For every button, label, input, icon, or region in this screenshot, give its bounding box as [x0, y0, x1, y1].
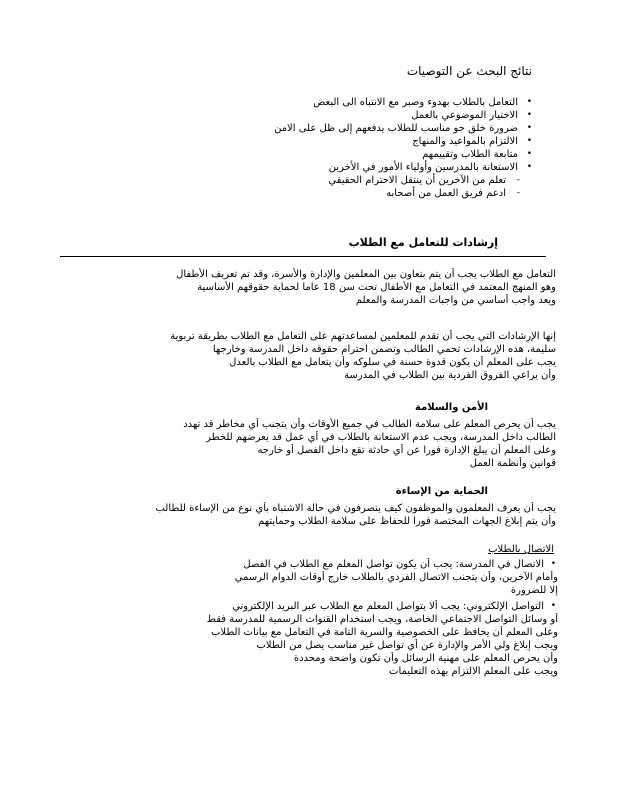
subheading-safety: الأمن والسلامة [415, 402, 488, 413]
text-line: وأن يراعي الفروق الفردية بين الطلاب في المدرسة [344, 370, 556, 381]
text-line: وعلى المعلم أن يحافظ على الخصوصية والسرية التامة في التعامل مع بيانات الطلاب [210, 627, 558, 638]
heading-divider [60, 256, 546, 257]
paragraph-2 [66, 330, 556, 382]
text-line: • الاتصال في المدرسة: يجب أن يكون تواصل المعلم مع الطلاب في الفصل [58, 558, 558, 571]
text-line: يجب على المعلم أن يكون قدوة حسنة في سلوكه وأن يتعامل مع الطلاب بالعدل [229, 357, 556, 368]
main-heading: إرشادات للتعامل مع الطلاب [348, 236, 498, 249]
text-line: وأن يحرص المعلم على مهنية الرسائل وأن تكون واضحة ومحددة [293, 653, 558, 664]
list-item: • الالتزام بالمواعيد والمنهاج [74, 135, 534, 148]
sub-list-item: - ادعم فريق العمل من أصحابه [74, 187, 534, 200]
list-item: • الاختيار الموضوعي بالعمل [74, 109, 534, 122]
text-line: ويعد واجب أساسي من واجبات المدرسة والمعلم [355, 295, 556, 306]
text-line: وهو المنهج المعتمد في التعامل مع الأطفال تحت سن 18 عاما لحماية حقوقهم الأساسية [197, 282, 556, 293]
sub-list-item: - تعلم من الآخرين أن ينتقل الاحترام الحقيقي [74, 174, 534, 187]
text-line: سليمة، هذه الإرشادات تحمي الطالب وتضمن احترام حقوقه داخل المدرسة وخارجها [212, 344, 556, 355]
section-heading: نتائج البحث عن التوصيات [406, 64, 532, 78]
intro-bullet-list [74, 96, 534, 200]
text-line: ويجب على المعلم الالتزام بهذه التعليمات [389, 666, 558, 677]
contact-item-2 [58, 600, 558, 678]
text-line: يجب أن يعرف المعلمون والموظفون كيف يتصرفون في حالة الاشتباه بأي نوع من الإساءة للطالب [155, 503, 556, 514]
text-line: أو وسائل التواصل الاجتماعي الخاصة، ويجب استخدام القنوات الرسمية للمدرسة فقط [206, 614, 558, 625]
list-item: • الاستعانة بالمدرسين وأولياء الأمور في الأخرين [74, 161, 534, 174]
contact-item-1 [58, 558, 558, 597]
list-item: • التعامل بالطلاب بهدوء وصبر مع الانتباه الى البعض [74, 96, 534, 109]
text-line: يجب أن يحرص المعلم على سلامة الطالب في جميع الأوقات وأن يتجنب أي مخاطر قد تهدد [183, 419, 556, 430]
subheading-protection: الحماية من الإساءة [395, 486, 488, 497]
text-line: ويجب إبلاغ ولي الأمر والإدارة عن أي تواصل غير مناسب يصل من الطلاب [256, 640, 558, 651]
text-line: وأن يتم إبلاغ الجهات المختصة فورا للحفاظ على سلامة الطلاب وحمايتهم [258, 516, 556, 527]
text-line: إلا للضرورة [510, 585, 558, 596]
text-line: إنها الإرشادات التي يجب أن تقدم للمعلمين لمساعدتهم على التعامل مع الطلاب بطريقة تربوية [170, 331, 556, 342]
paragraph-3 [66, 418, 556, 470]
text-line: وعلى المعلم أن يبلغ الإدارة فورا عن أي حادثة تقع داخل الفصل أو خارجه [257, 445, 556, 456]
text-line: التعامل مع الطلاب يجب أن يتم بتعاون بين المعلمين والإدارة والأسرة، وقد تم تعريف الأطفال [176, 269, 556, 280]
list-item: • متابعة الطلاب وتقييمهم [74, 148, 534, 161]
text-line: • التواصل الإلكتروني: يجب ألا يتواصل المعلم مع الطلاب عبر البريد الإلكتروني [58, 600, 558, 613]
list-item: • ضرورة خلق جو مناسب للطلاب يدفعهم إلى ظل على الامن [74, 122, 534, 135]
text-line: وأمام الآخرين، وأن يتجنب الاتصال الفردي بالطلاب خارج أوقات الدوام الرسمي [234, 572, 558, 583]
paragraph-1 [66, 268, 556, 307]
text-line: قوانين وأنظمة العمل [469, 458, 556, 469]
text-line: الطالب داخل المدرسة، ويجب عدم الاستعانة بالطلاب في أي عمل قد يعرضهم للخطر [206, 432, 556, 443]
subheading-contact: الاتصال بالطلاب [488, 544, 554, 555]
paragraph-4 [66, 502, 556, 528]
